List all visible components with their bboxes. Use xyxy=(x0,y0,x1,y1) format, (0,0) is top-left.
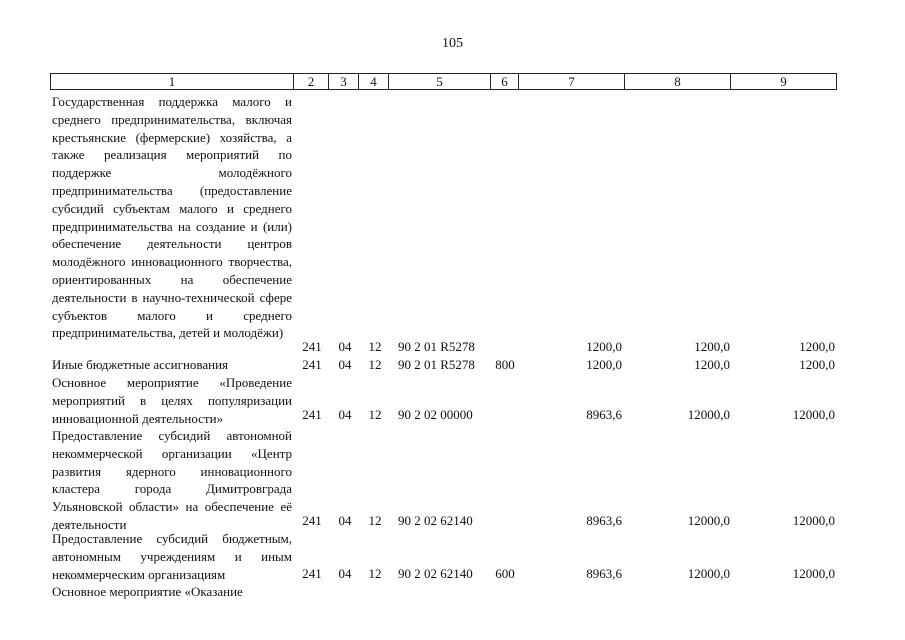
code-col-4: 12 xyxy=(368,513,382,528)
code-col-2: 241 xyxy=(302,357,322,372)
code-col-5: 90 2 01 R5278 xyxy=(398,357,475,372)
code-col-5: 90 2 02 62140 xyxy=(398,513,473,528)
code-col-3: 04 xyxy=(338,357,352,372)
code-col-4: 12 xyxy=(368,339,382,354)
row-description: Основное мероприятие «Проведение мероприятий в целях популяризации инновационной деятельности» xyxy=(52,375,292,426)
code-col-3: 04 xyxy=(338,513,352,528)
value-col-9: 12000,0 xyxy=(792,513,835,528)
value-col-7: 1200,0 xyxy=(586,339,622,354)
code-col-5: 90 2 02 00000 xyxy=(398,407,473,422)
row-description: Предоставление субсидий бюджетным, автономным учреждениям и иным некоммерческим организациям xyxy=(52,531,292,582)
value-col-7: 1200,0 xyxy=(586,357,622,372)
column-header-2: 2 xyxy=(294,73,329,90)
column-header-6: 6 xyxy=(491,73,519,90)
value-col-9: 12000,0 xyxy=(792,566,835,581)
code-col-6: 800 xyxy=(495,357,515,372)
value-col-8: 12000,0 xyxy=(687,566,730,581)
column-header-8: 8 xyxy=(625,73,731,90)
value-col-8: 12000,0 xyxy=(687,513,730,528)
code-col-2: 241 xyxy=(302,339,322,354)
value-col-8: 12000,0 xyxy=(687,407,730,422)
row-description: Государственная поддержка малого и среднего предпринимательства, включая крестьянские (фермерские) хозяйства, а также реализация мероприятий по поддержке молодёжного предпринимательства (предоставление субсидий субъектам малого и среднего предпринимательства на создание и (или) обеспечение деятельности центров молодёжного инновационного творчества, ориентированных на обеспечение деятельности в научно-технической сфере субъектов малого и среднего предпринимательства, детей и молодёжи) xyxy=(52,94,292,341)
code-col-5: 90 2 01 R5278 xyxy=(398,339,475,354)
column-header-7: 7 xyxy=(519,73,625,90)
code-col-3: 04 xyxy=(338,339,352,354)
column-header-3: 3 xyxy=(329,73,359,90)
value-col-7: 8963,6 xyxy=(586,566,622,581)
row-description: Основное мероприятие «Оказание xyxy=(52,584,243,599)
code-col-4: 12 xyxy=(368,566,382,581)
value-col-7: 8963,6 xyxy=(586,513,622,528)
code-col-6: 600 xyxy=(495,566,515,581)
code-col-4: 12 xyxy=(368,407,382,422)
column-header-4: 4 xyxy=(359,73,389,90)
value-col-9: 1200,0 xyxy=(799,357,835,372)
column-header-9: 9 xyxy=(731,73,837,90)
value-col-8: 1200,0 xyxy=(694,339,730,354)
code-col-5: 90 2 02 62140 xyxy=(398,566,473,581)
code-col-2: 241 xyxy=(302,566,322,581)
code-col-2: 241 xyxy=(302,513,322,528)
page-number: 105 xyxy=(442,36,463,51)
row-description: Иные бюджетные ассигнования xyxy=(52,357,229,372)
value-col-9: 12000,0 xyxy=(792,407,835,422)
code-col-4: 12 xyxy=(368,357,382,372)
row-description: Предоставление субсидий автономной некоммерческой организации «Центр развития ядерного инновационного кластера города Димитровграда Ульяновской области» на обеспечение её деятельности xyxy=(52,428,292,532)
code-col-2: 241 xyxy=(302,407,322,422)
column-header-1: 1 xyxy=(50,73,294,90)
code-col-3: 04 xyxy=(338,566,352,581)
value-col-9: 1200,0 xyxy=(799,339,835,354)
value-col-8: 1200,0 xyxy=(694,357,730,372)
code-col-3: 04 xyxy=(338,407,352,422)
value-col-7: 8963,6 xyxy=(586,407,622,422)
column-header-5: 5 xyxy=(389,73,491,90)
